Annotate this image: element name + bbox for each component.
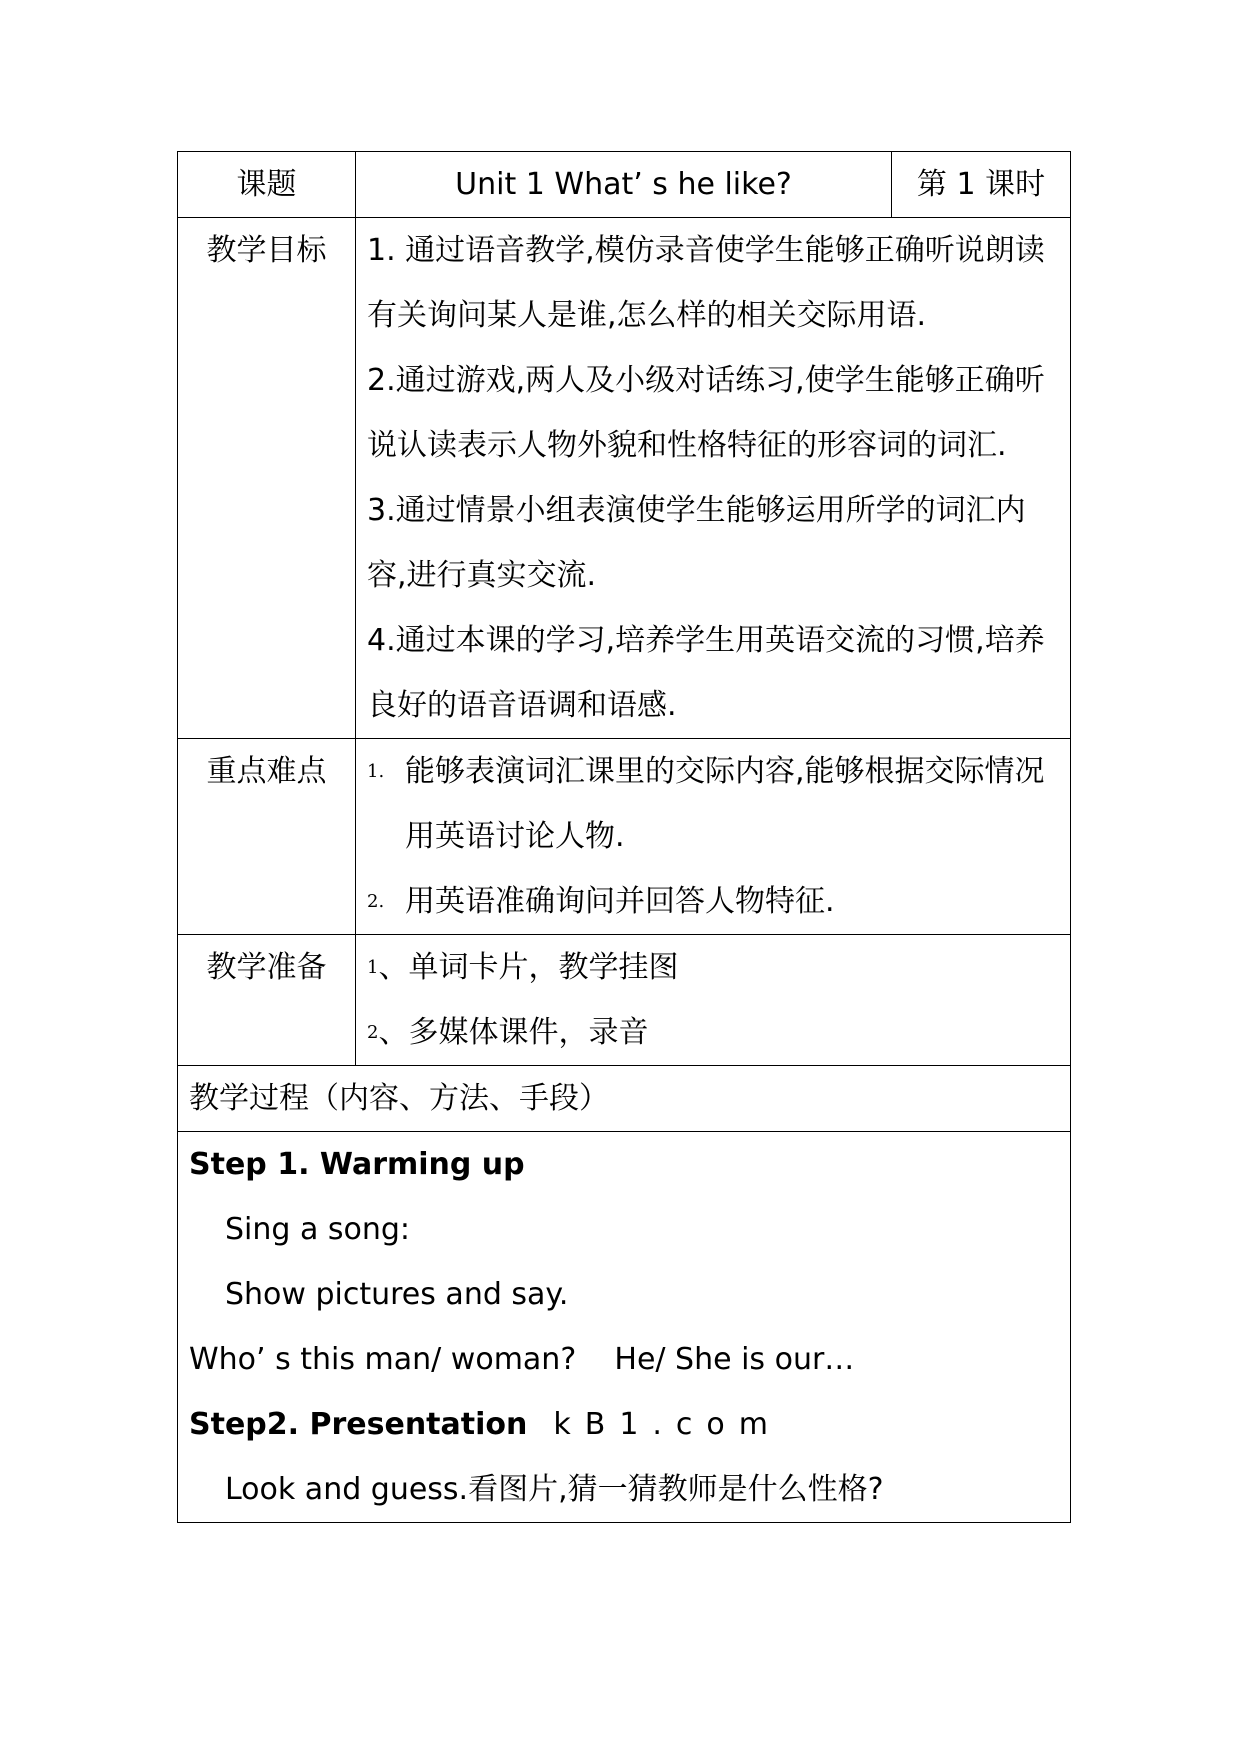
step2-line: Look and guess.看图片,猜一猜教师是什么性格? (225, 1472, 884, 1507)
lesson-title: Unit 1 What’ s he like? (356, 152, 892, 218)
objective-item: 4.通过本课的学习,培养学生用英语交流的习惯,培养良好的语音语调和语感. (367, 623, 1045, 723)
preparation-text: 、多媒体课件，录音 (378, 1015, 649, 1050)
key-point-text: 能够表演词汇课里的交际内容,能够根据交际情况用英语讨论人物. (405, 754, 1045, 854)
watermark-text: kB1.com (553, 1407, 783, 1442)
key-point-item (367, 739, 1062, 869)
preparation-number: 1 (367, 957, 379, 978)
process-header: 教学过程（内容、方法、手段） (178, 1066, 1071, 1132)
key-point-number: 1. (367, 761, 385, 782)
process-header-row (178, 1066, 1071, 1132)
objective-item: 1. 通过语音教学,模仿录音使学生能够正确听说朗读有关询问某人是谁,怎么样的相关交际用语. (367, 233, 1045, 333)
step1-title: Step 1. Warming up (189, 1147, 525, 1182)
lesson-period: 第 1 课时 (892, 152, 1071, 218)
objective-item: 3.通过情景小组表演使学生能够运用所学的词汇内容,进行真实交流. (367, 493, 1026, 593)
objectives-content (356, 218, 1071, 739)
preparation-row (178, 935, 1071, 1066)
title-row (178, 152, 1071, 218)
objective-item: 2.通过游戏,两人及小级对话练习,使学生能够正确听说认读表示人物外貌和性格特征的形容词的词汇. (367, 363, 1045, 463)
step1-line: Show pictures and say. (225, 1277, 569, 1312)
preparation-content (356, 935, 1071, 1066)
objectives-row (178, 218, 1071, 739)
step1-line: Who’ s this man/ woman? He/ She is our… (189, 1342, 855, 1377)
key-point-item (367, 869, 1062, 934)
step2-title: Step2. Presentation (189, 1407, 528, 1442)
key-point-text: 用英语准确询问并回答人物特征. (405, 884, 835, 919)
steps-content (178, 1132, 1071, 1523)
steps-row (178, 1132, 1071, 1523)
step1-line: Sing a song: (225, 1212, 411, 1247)
key-points-label: 重点难点 (178, 739, 356, 935)
preparation-item (367, 1000, 1062, 1065)
lesson-plan-table (177, 151, 1071, 1523)
key-point-number: 2. (367, 891, 385, 912)
preparation-label: 教学准备 (178, 935, 356, 1066)
preparation-number: 2 (367, 1022, 379, 1043)
step2-heading (189, 1392, 1062, 1457)
key-points-content (356, 739, 1071, 935)
preparation-item (367, 935, 1062, 1000)
topic-label: 课题 (178, 152, 356, 218)
objectives-label: 教学目标 (178, 218, 356, 739)
key-points-row (178, 739, 1071, 935)
preparation-text: 、单词卡片，教学挂图 (378, 950, 679, 985)
